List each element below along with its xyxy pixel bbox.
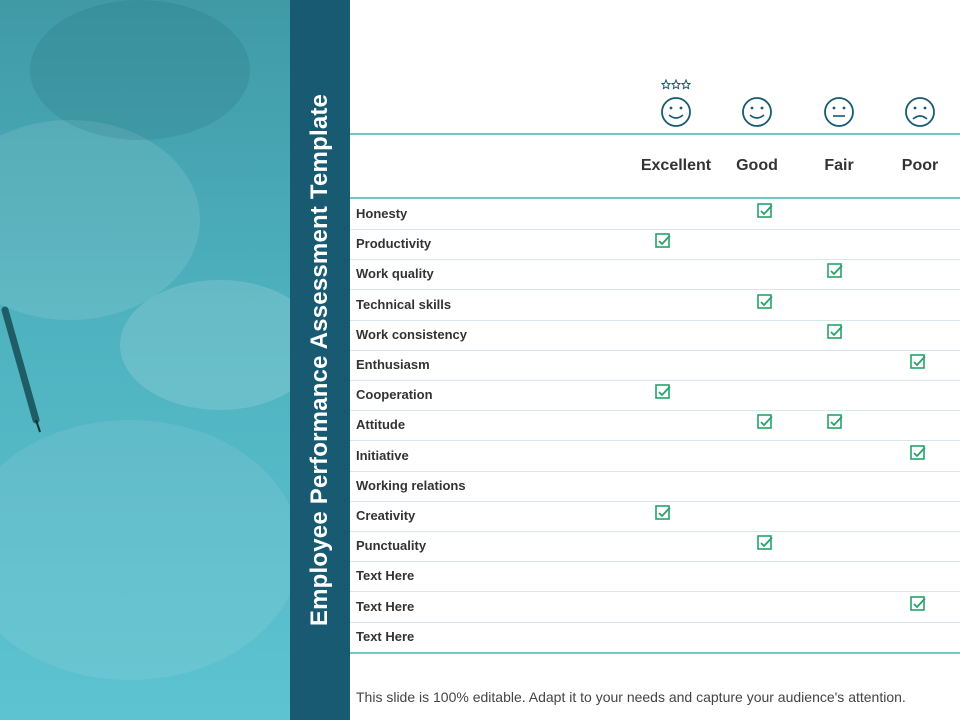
smiley-with-stars-icon bbox=[658, 78, 694, 133]
row-label: Technical skills bbox=[356, 296, 452, 312]
table-row bbox=[350, 622, 960, 653]
checkmark-icon bbox=[757, 414, 773, 430]
header-divider-top bbox=[350, 133, 960, 135]
checkmark-icon bbox=[827, 263, 843, 279]
column-header-fair: Fair bbox=[824, 157, 854, 174]
table-row bbox=[350, 350, 960, 381]
table-row bbox=[350, 380, 960, 411]
checkmark-icon bbox=[757, 203, 773, 219]
row-label: Text Here bbox=[356, 568, 415, 584]
table-row bbox=[350, 441, 960, 472]
row-label: Work consistency bbox=[356, 326, 468, 342]
background-photo bbox=[0, 0, 290, 720]
row-label: Attitude bbox=[356, 417, 406, 433]
table-row bbox=[350, 592, 960, 623]
checkmark-icon bbox=[655, 233, 671, 249]
table-row bbox=[350, 410, 960, 441]
table-row bbox=[350, 471, 960, 502]
checkmark-icon bbox=[757, 535, 773, 551]
table-row bbox=[350, 290, 960, 321]
table-row bbox=[350, 259, 960, 290]
checkmark-icon bbox=[827, 324, 843, 340]
table-row bbox=[350, 229, 960, 260]
checkmark-icon bbox=[827, 414, 843, 430]
frown-face-icon bbox=[902, 78, 938, 133]
checkmark-icon bbox=[655, 384, 671, 400]
pen-icon bbox=[0, 300, 60, 440]
row-label: Cooperation bbox=[356, 387, 433, 403]
column-header-good: Good bbox=[736, 157, 778, 174]
row-label: Honesty bbox=[356, 206, 408, 221]
row-label: Work quality bbox=[356, 266, 434, 282]
row-label: Enthusiasm bbox=[356, 357, 430, 372]
checkmark-icon bbox=[910, 596, 926, 612]
row-label: Punctuality bbox=[356, 538, 427, 554]
checkmark-icon bbox=[757, 294, 773, 310]
table-row bbox=[350, 320, 960, 351]
checkmark-icon bbox=[910, 445, 926, 461]
table-row bbox=[350, 561, 960, 592]
row-label: Working relations bbox=[356, 477, 466, 493]
neutral-face-icon bbox=[821, 78, 857, 133]
table-row bbox=[350, 531, 960, 562]
column-header-excellent: Excellent bbox=[640, 157, 712, 174]
smiley-icon bbox=[739, 78, 775, 133]
footer-note: This slide is 100% editable. Adapt it to your needs and capture your audience's attention. bbox=[356, 689, 906, 705]
row-label: Creativity bbox=[356, 508, 416, 523]
row-label: Productivity bbox=[356, 236, 432, 252]
page-title: Employee Performance Assessment Template bbox=[306, 93, 333, 627]
row-label: Text Here bbox=[356, 628, 415, 644]
table-row bbox=[350, 199, 960, 230]
checkmark-icon bbox=[910, 354, 926, 370]
table-bottom-line bbox=[350, 652, 960, 654]
checkmark-icon bbox=[655, 505, 671, 521]
column-header-poor: Poor bbox=[901, 157, 939, 174]
row-label: Text Here bbox=[356, 598, 415, 614]
table-row bbox=[350, 501, 960, 532]
row-label: Initiative bbox=[356, 447, 409, 463]
